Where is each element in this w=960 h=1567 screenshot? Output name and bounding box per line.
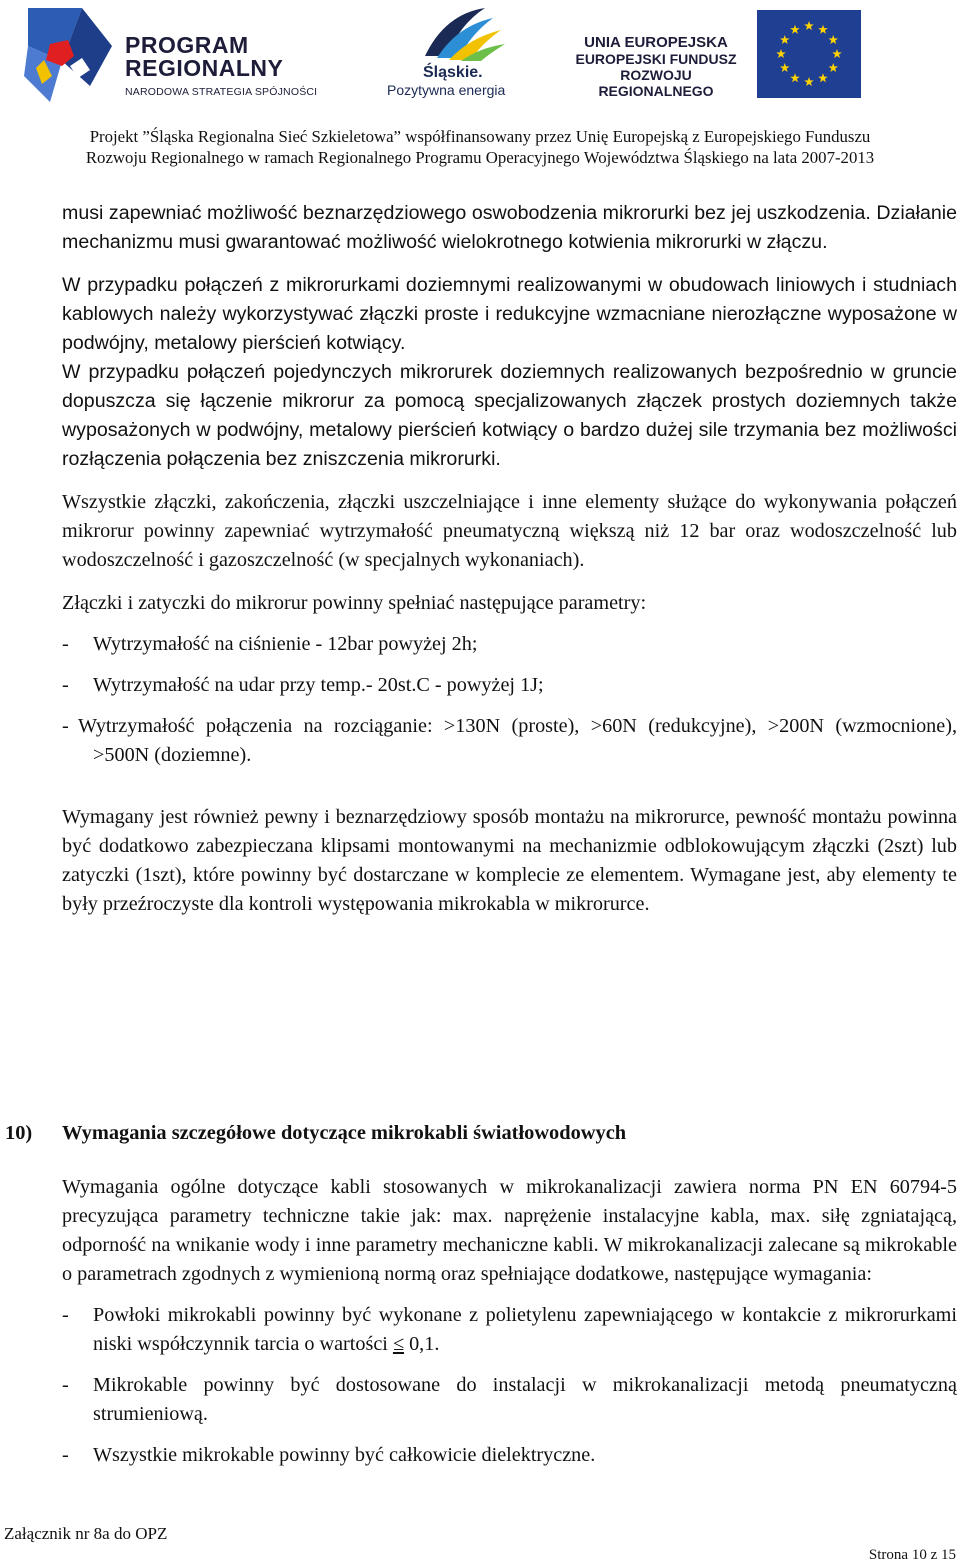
project-info-line2: Rozwoju Regionalnego w ramach Regionalnego Programu Operacyjnego Województwa Śląskiego na lata 2007-2013	[85, 148, 875, 167]
slaskie-wave-icon	[385, 4, 525, 64]
ue-logo-text	[566, 34, 746, 99]
less-equal-symbol: ≤	[392, 1333, 405, 1355]
ue-text-line3: ROZWOJU REGIONALNEGO	[598, 67, 714, 99]
section-number: 10)	[5, 1122, 33, 1144]
list-item	[62, 1371, 957, 1429]
list-item-text: Wytrzymałość na ciśnienie - 12bar powyżej 2h;	[93, 633, 478, 655]
list-item-text: Mikrokable powinny być dostosowane do instalacji w mikrokanalizacji metodą pneumatyczną strumieniową.	[93, 1374, 957, 1425]
list-item	[62, 630, 957, 659]
paragraph: W przypadku połączeń z mikrorurkami doziemnymi realizowanymi w obudowach liniowych i studniach kablowych należy wykorzystywać złączki proste i redukcyjne wzmacniane nierozłączne wyposażone w podwójny, metalowy pierścień kotwiący.	[62, 274, 957, 354]
section-title: Wymagania szczegółowe dotyczące mikrokabli światłowodowych	[62, 1122, 627, 1144]
logo-bar	[0, 0, 960, 120]
regionalny-text: REGIONALNY	[125, 55, 284, 81]
paragraph: musi zapewniać możliwość beznarzędziowego oswobodzenia mikrorurki bez jej uszkodzenia. Działanie mechanizmu musi gwarantować możliwość wielokrotnego kotwienia mikrorurki w złączu.	[62, 202, 957, 253]
paragraph: W przypadku połączeń pojedynczych mikrorurek doziemnych realizowanych bezpośrednio w gruncie dopuszcza się łączenie mikrorur za pomocą specjalizowanych złączek prostych doziemnych także wyposażonych w podwójny, metalowy pierścień kotwiący o bardzo dużej sile trzymania bez możliwości rozłączenia połączenia bez zniszczenia mikrorurki.	[62, 361, 957, 470]
project-info-line1: Projekt ”Śląska Regionalna Sieć Szkieletowa” współfinansowany przez Unię Europejską z Europejskiego Funduszu	[89, 127, 871, 146]
list-item	[62, 712, 957, 770]
list-item-text-end: 0,1.	[404, 1333, 440, 1355]
list-dash: -	[62, 633, 69, 655]
list-item	[62, 1441, 957, 1470]
program-text: PROGRAM	[125, 32, 249, 58]
slaskie-logo	[385, 4, 525, 100]
document-body-section-10	[62, 1173, 957, 1470]
list-dash: -	[62, 1444, 69, 1466]
program-regionalny-logo	[22, 6, 367, 106]
paragraph: Wymagania ogólne dotyczące kabli stosowanych w mikrokanalizacji zawiera norma PN EN 60794-5 precyzująca parametry techniczne takie jak: max. naprężenie instalacyjne kabla, max. siłę zgniatającą, odporność na wnikanie wody i inne parametry mechaniczne kabli. W mikrokanalizacji zalecane są mikrokable o parametrach zgodnych z wymienioną normą oraz spełniające dodatkowe, następujące wymagania:	[62, 1176, 957, 1285]
program-regionalny-emblem-icon	[22, 6, 118, 106]
slaskie-text: Śląskie.	[423, 64, 483, 81]
ue-text-line2: EUROPEJSKI FUNDUSZ	[575, 51, 737, 67]
document-body	[62, 199, 957, 919]
ue-text-line1: UNIA EUROPEJSKA	[584, 34, 728, 51]
pozytywna-energia-text: Pozytywna energia	[387, 82, 506, 98]
list-item-text: Wytrzymałość połączenia na rozciąganie: >130N (proste), >60N (redukcyjne), >200N (wzmocnione), >500N (doziemne).	[78, 715, 957, 766]
paragraph: Złączki i zatyczki do mikrorur powinny spełniać następujące parametry:	[62, 592, 647, 614]
list-dash: -	[62, 674, 69, 696]
list-dash: -	[62, 715, 69, 737]
list-dash: -	[62, 1374, 69, 1396]
list-item-text: Wytrzymałość na udar przy temp.- 20st.C - powyżej 1J;	[93, 674, 544, 696]
strategia-text: NARODOWA STRATEGIA SPÓJNOŚCI	[125, 86, 318, 98]
list-dash: -	[62, 1304, 69, 1326]
page-number: Strona 10 z 15	[868, 1547, 956, 1563]
list-item	[62, 671, 957, 700]
list-item	[62, 1301, 957, 1359]
list-item-text: Powłoki mikrokabli powinny być wykonane z polietylenu zapewniającego w kontakcie z mikrorurkami niski współczynnik tarcia o wartości	[93, 1304, 957, 1355]
eu-flag-icon	[757, 10, 861, 98]
paragraph: Wymagany jest również pewny i beznarzędziowy sposób montażu na mikrorurce, pewność montażu powinna być dodatkowo zabezpieczana klipsami montowanymi na mechanizmie odblokowującym złączki (2szt) lub zatyczki (1szt), które powinny być dostarczane w komplecie ze elementem. Wymagane jest, aby elementy te były przeźroczyste dla kontroli występowania mikrokabla w mikrorurce.	[62, 806, 957, 915]
paragraph: Wszystkie złączki, zakończenia, złączki uszczelniające i inne elementy służące do wykonywania połączeń mikrorur powinny zapewniać wytrzymałość pneumatyczną większą niż 12 bar oraz wodoszczelność lub wodoszczelność i gazoszczelność (w specjalnych wykonaniach).	[62, 491, 957, 571]
footer-attachment-label: Załącznik nr 8a do OPZ	[4, 1524, 168, 1543]
list-item-text: Wszystkie mikrokable powinny być całkowicie dielektryczne.	[93, 1444, 596, 1466]
